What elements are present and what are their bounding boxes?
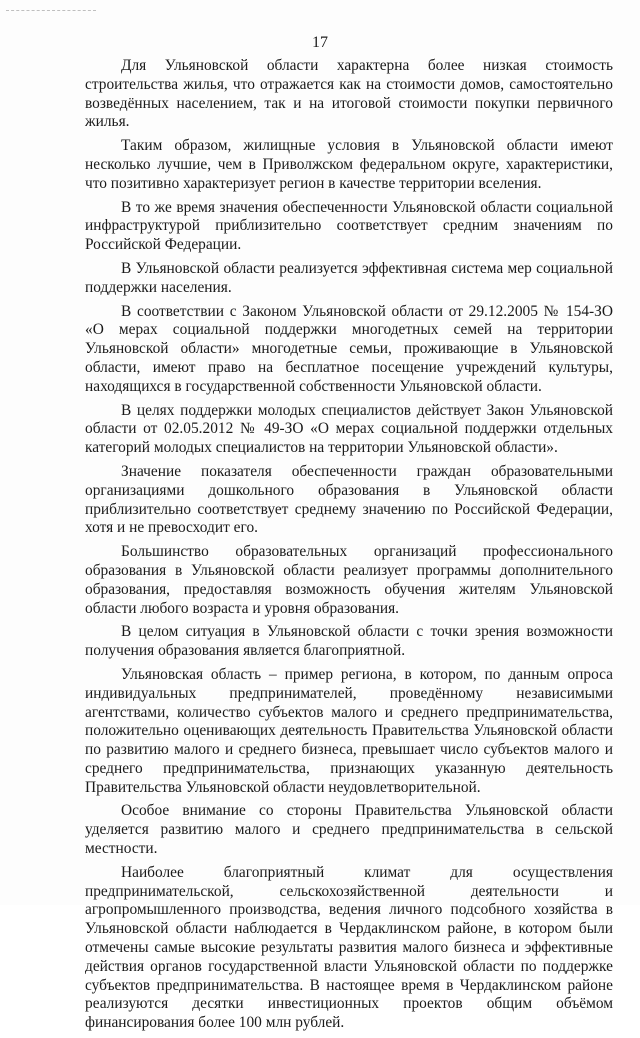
paragraph-housing-conditions: Таким образом, жилищные условия в Ульяновской области имеют несколько лучшие, чем в Приволжском федеральном округе, характеристики, что позитивно характеризует регион в качестве территории вселения. [85,137,613,192]
paragraph-social-infrastructure: В то же время значения обеспеченности Ульяновской области социальной инфраструктурой приблизительно соответствует средним значениям по Российской Федерации. [85,198,613,254]
page-number: 17 [312,34,328,51]
paragraph-education-situation: В целом ситуация в Ульяновской области с точки зрения возможности получения образования является благоприятной. [85,623,613,660]
body-text [85,57,613,1038]
paragraph-professional-education: Большинство образовательных организаций профессионального образования в Ульяновской области реализует программы дополнительного образования, предоставляя возможность обучения жителям Ульяновской области любого возраста и уровня образования. [85,543,613,617]
paragraph-entrepreneurs-survey: Ульяновская область – пример региона, в котором, по данным опроса индивидуальных предпринимателей, проведённому независимыми агентствами, количество субъектов малого и среднего предпринимательства, положительно оценивающих деятельность Правительства Ульяновской области по развитию малого и среднего бизнеса, превышает число субъектов малого и среднего предпринимательства, признающих указанную деятельность Правительства Ульяновской области неудовлетворительной. [85,665,613,796]
paragraph-social-support: В Ульяновской области реализуется эффективная система мер социальной поддержки населения. [85,259,613,296]
scan-artifact [6,10,96,13]
paragraph-cherdakly-district: Наиболее благоприятный климат для осуществления предпринимательской, сельскохозяйственной деятельности и агропромышленного производства, ведения личного подсобного хозяйства в Ульяновской области наблюдается в Чердаклинском районе, в котором были отмечены самые высокие результаты развития малого бизнеса и эффективные действия органов государственной власти Ульяновской области по поддержке субъектов предпринимательства. В настоящее время в Чердаклинском районе реализуются десятки инвестиционных проектов общим объёмом финансирования более 100 млн рублей. [85,863,613,1032]
paragraph-rural-business: Особое внимание со стороны Правительства Ульяновской области уделяется развитию малого и среднего предпринимательства в сельской местности. [85,802,613,858]
paragraph-preschool-education: Значение показателя обеспеченности граждан образовательными организациями дошкольного образования в Ульяновской области приблизительно соответствует среднему значению по Российской Федерации, хотя и не превосходит его. [85,462,613,537]
paragraph-housing-cost: Для Ульяновской области характерна более низкая стоимость строительства жилья, что отражается как на стоимости домов, самостоятельно возведённых населением, так и на итоговой стоимости покупки первичного жилья. [85,57,613,131]
paragraph-young-specialists-law: В целях поддержки молодых специалистов действует Закон Ульяновской области от 02.05.2012 № 49-ЗО «О мерах социальной поддержки отдельных категорий молодых специалистов на территории Ульяновской области». [85,401,613,457]
paragraph-large-families-law: В соответствии с Законом Ульяновской области от 29.12.2005 № 154-ЗО «О мерах социальной поддержки многодетных семей на территории Ульяновской области» многодетные семьи, проживающие в Ульяновской области, имеют право на бесплатное посещение учреждений культуры, находящихся в государственной собственности Ульяновской области. [85,302,613,395]
